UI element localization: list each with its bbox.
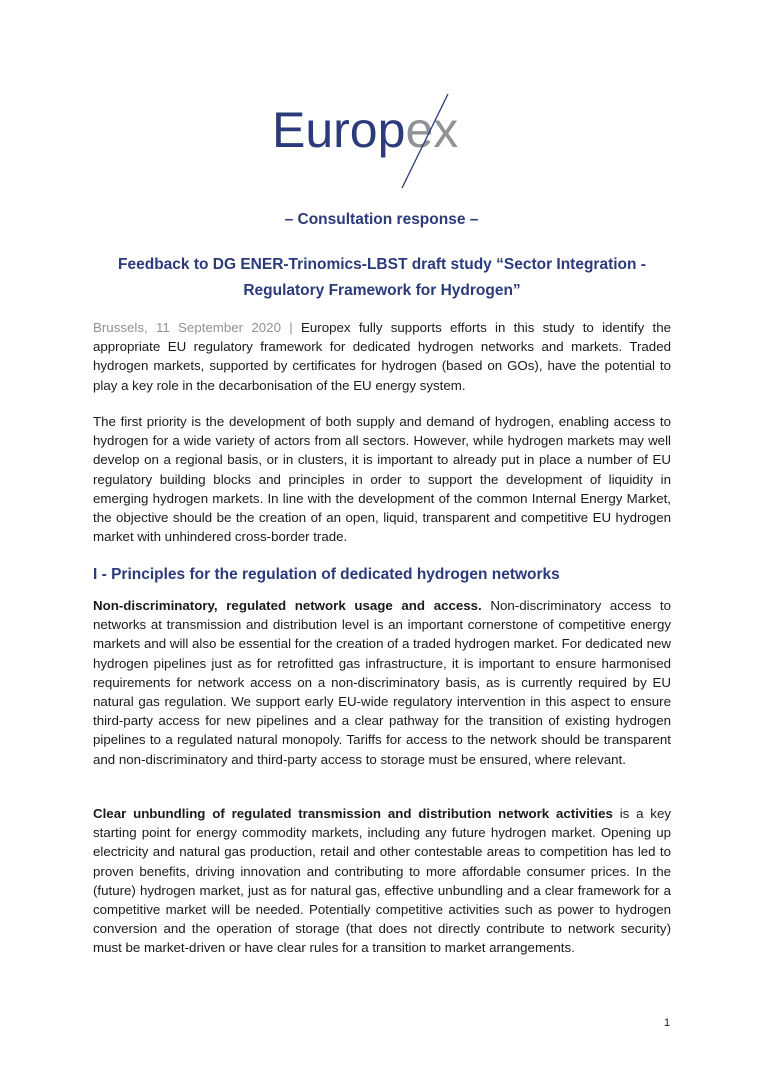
intro-paragraph <box>93 318 671 395</box>
page-number: 1 <box>664 1017 671 1029</box>
europex-logo <box>272 92 512 192</box>
logo-text-primary: Europ <box>272 102 406 158</box>
document-title-line-2: Regulatory Framework for Hydrogen” <box>243 282 521 299</box>
priority-paragraph: The first priority is the development of both supply and demand of hydrogen, enabling access to hydrogen for a wide variety of actors from all sectors. However, while hydrogen markets may well develop on a regional basis, or in clusters, it is important to already put in place a number of EU regulatory building blocks and principles in order to support the development of liquidity in emerging hydrogen markets. In line with the development of the common Internal Energy Market, the objective should be the creation of an open, liquid, transparent and competitive EU hydrogen market with unhindered cross-border trade. <box>93 414 671 545</box>
document-title-line-1: Feedback to DG ENER-Trinomics-LBST draft study “Sector Integration - <box>118 256 646 273</box>
network-access-lead: Non-discriminatory, regulated network usage and access. <box>93 598 482 613</box>
intro-text: Europex fully supports efforts in this study to identify the appropriate EU regulatory framework for dedicated hydrogen networks and markets. Traded hydrogen markets, supported by certificates for hydrogen (based on GOs), have the potential to play a key role in the decarbonisation of the EU energy system. <box>93 320 671 393</box>
unbundling-lead: Clear unbundling of regulated transmission and distribution network activities <box>93 806 613 821</box>
logo-slash-icon <box>272 92 512 192</box>
network-access-text: Non-discriminatory access to networks at transmission and distribution level is an important cornerstone of competitive energy markets and will also be essential for the creation of a traded hydrogen market. For dedicated new hydrogen pipelines just as for retrofitted gas infrastructure, it is important to ensure harmonised requirements for network access on a non-discriminatory basis, as is currently required by EU natural gas regulation. We support early EU-wide regulatory intervention in this aspect to ensure third-party access for new pipelines and a clear pathway for the transition of existing hydrogen pipelines to a regulated natural monopoly. Tariffs for access to the network should be transparent and non-discriminatory and third-party access to storage must be ensured, where relevant. <box>93 598 671 767</box>
section-heading: I - Principles for the regulation of dedicated hydrogen networks <box>93 566 560 583</box>
consultation-subtitle: – Consultation response – <box>284 211 479 228</box>
network-access-paragraph <box>93 596 671 769</box>
unbundling-text: is a key starting point for energy commodity markets, including any future hydrogen market. Opening up electricity and natural gas production, retail and other contestable areas to competition has led to proven benefits, driving innovation and contributing to more affordable consumer prices. In the (future) hydrogen market, just as for natural gas, effective unbundling and a clear framework for a competitive market will be needed. Potentially competitive activities such as power to hydrogen conversion and the operation of storage (that does not directly contribute to network security) must be market-driven or have clear rules for a transition to market arrangements. <box>93 806 671 956</box>
logo-text-accent: ex <box>405 102 459 158</box>
dateline: Brussels, 11 September 2020 | <box>93 320 293 335</box>
document-title <box>92 252 672 304</box>
unbundling-paragraph <box>93 804 671 958</box>
